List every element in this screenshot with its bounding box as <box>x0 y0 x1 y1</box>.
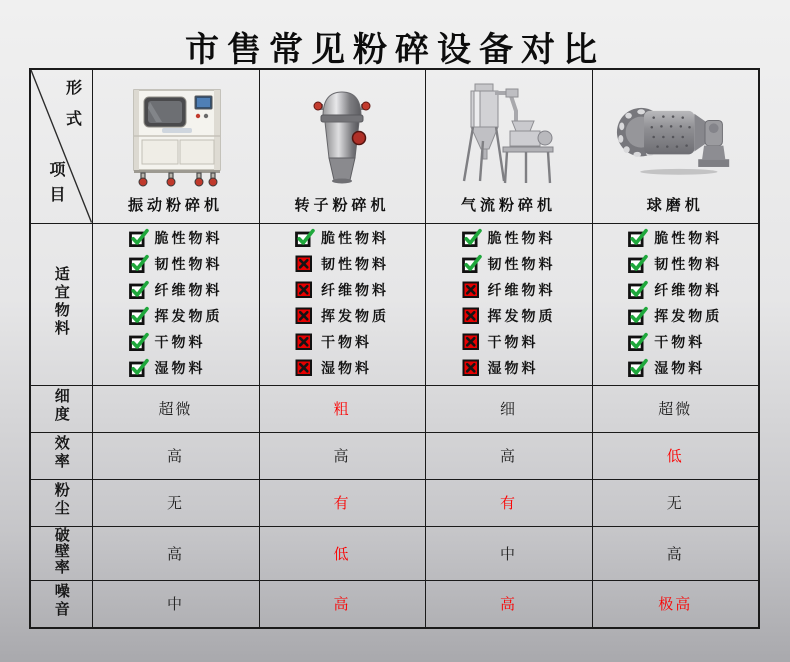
machine-cell-inner <box>593 71 759 221</box>
material-line <box>129 303 223 329</box>
attribute-value-cell-3 <box>425 526 592 580</box>
attribute-value: 有 <box>499 495 517 512</box>
material-line <box>129 225 223 251</box>
material-line <box>295 225 389 251</box>
material-label: 脆性物料 <box>321 230 389 246</box>
attribute-value-cell-4 <box>592 432 759 479</box>
attribute-value: 高 <box>166 545 184 563</box>
attribute-row-效率 <box>30 432 759 479</box>
material-label: 脆性物料 <box>487 230 556 246</box>
material-label: 挥发物质 <box>654 308 723 324</box>
attribute-label-cell <box>30 526 92 580</box>
check-icon <box>129 228 150 248</box>
check-icon <box>628 358 649 378</box>
machine-cell-inner <box>260 71 425 221</box>
attribute-value-cell-2 <box>259 432 425 479</box>
cross-icon <box>462 280 483 300</box>
material-label: 干物料 <box>487 334 539 350</box>
attribute-label-cell <box>30 479 92 526</box>
machine-header-4 <box>592 69 759 223</box>
attribute-row-破壁率 <box>30 526 759 580</box>
check-icon <box>628 358 649 378</box>
attribute-value: 高 <box>499 596 517 614</box>
check-icon <box>462 254 483 274</box>
check-icon <box>129 306 150 326</box>
material-checklist <box>129 225 223 381</box>
corner-label-form: 形式 <box>63 79 81 141</box>
material-label: 韧性物料 <box>321 256 389 272</box>
material-line <box>295 251 389 277</box>
attribute-value-cell-3 <box>425 580 592 628</box>
material-line <box>129 329 223 355</box>
attribute-value-cell-4 <box>592 385 759 432</box>
machine-name: 球磨机 <box>646 197 704 215</box>
attribute-value: 高 <box>333 596 351 614</box>
attribute-value: 无 <box>666 495 684 512</box>
attribute-label-cell <box>30 580 92 628</box>
comparison-table <box>29 68 760 629</box>
attribute-row-粉尘 <box>30 479 759 526</box>
material-line <box>129 355 223 381</box>
cross-icon <box>462 280 483 300</box>
cross-icon <box>295 280 316 300</box>
cross-icon <box>295 306 316 326</box>
attribute-value-cell-1 <box>92 580 259 628</box>
cross-icon <box>295 254 316 274</box>
cross-icon <box>462 358 483 378</box>
material-label: 挥发物质 <box>154 308 223 324</box>
material-label: 脆性物料 <box>154 230 223 246</box>
attribute-value-cell-2 <box>259 479 425 526</box>
material-line <box>628 277 722 303</box>
machine-header-1 <box>92 69 259 223</box>
materials-cell-3 <box>425 223 592 385</box>
material-line <box>462 355 556 381</box>
check-icon <box>129 358 150 378</box>
material-label: 脆性物料 <box>654 230 723 246</box>
check-icon <box>628 228 649 248</box>
attribute-row-label: 效率 <box>52 435 70 471</box>
check-icon <box>129 254 150 274</box>
material-line <box>295 355 389 381</box>
check-icon <box>462 254 483 274</box>
cross-icon <box>295 332 316 352</box>
attribute-value-cell-2 <box>259 580 425 628</box>
cross-icon <box>462 306 483 326</box>
attribute-value: 高 <box>666 545 684 563</box>
check-icon <box>129 280 150 300</box>
attribute-row-label: 破壁率 <box>52 526 70 575</box>
attribute-label-cell <box>30 432 92 479</box>
material-label: 干物料 <box>321 334 372 350</box>
check-icon <box>295 228 316 248</box>
check-icon <box>628 332 649 352</box>
attribute-value: 超微 <box>158 401 193 418</box>
material-line <box>462 251 556 277</box>
material-label: 韧性物料 <box>487 256 556 272</box>
attribute-row-label: 粉尘 <box>52 482 70 518</box>
machine-header-row <box>30 69 759 223</box>
attribute-value-cell-2 <box>259 526 425 580</box>
check-icon <box>628 228 649 248</box>
check-icon <box>295 228 316 248</box>
attribute-value-cell-4 <box>592 526 759 580</box>
machine-name: 转子粉碎机 <box>294 197 390 215</box>
check-icon <box>129 280 150 300</box>
cross-icon <box>462 306 483 326</box>
attribute-value-cell-1 <box>92 479 259 526</box>
machine-header-3 <box>425 69 592 223</box>
attribute-value-cell-3 <box>425 385 592 432</box>
vibration-mill-image <box>116 82 236 190</box>
attribute-value: 中 <box>166 596 184 614</box>
cross-icon <box>462 332 483 352</box>
machine-name: 振动粉碎机 <box>127 197 223 215</box>
attribute-value: 高 <box>333 448 351 465</box>
attribute-value: 无 <box>166 495 184 512</box>
cross-icon <box>295 358 316 378</box>
attribute-row-label: 细度 <box>52 388 70 424</box>
material-label: 干物料 <box>154 334 206 350</box>
cross-icon <box>295 332 316 352</box>
corner-label-item: 项目 <box>47 160 64 211</box>
check-icon <box>129 306 150 326</box>
material-label: 湿物料 <box>487 360 539 376</box>
attribute-value: 超微 <box>658 401 693 418</box>
materials-row-label-cell <box>30 223 92 385</box>
material-label: 纤维物料 <box>321 282 389 298</box>
rotor-mill-image <box>282 82 402 190</box>
corner-cell <box>30 69 92 223</box>
check-icon <box>129 332 150 352</box>
cross-icon <box>295 254 316 274</box>
attribute-value-cell-4 <box>592 580 759 628</box>
material-label: 纤维物料 <box>487 282 556 298</box>
ball-mill-image <box>615 82 735 190</box>
material-line <box>129 277 223 303</box>
machine-cell-inner <box>426 71 592 221</box>
material-line <box>462 277 556 303</box>
attribute-value-cell-1 <box>92 432 259 479</box>
material-line <box>462 225 556 251</box>
jet-mill-image <box>449 82 569 190</box>
material-line <box>129 251 223 277</box>
attribute-value: 中 <box>499 545 517 563</box>
material-label: 纤维物料 <box>154 282 223 298</box>
material-label: 韧性物料 <box>654 256 723 272</box>
material-label: 湿物料 <box>321 360 372 376</box>
attribute-row-细度 <box>30 385 759 432</box>
check-icon <box>129 358 150 378</box>
check-icon <box>628 254 649 274</box>
cross-icon <box>462 358 483 378</box>
material-line <box>462 329 556 355</box>
attribute-value: 有 <box>333 495 351 512</box>
attribute-row-噪音 <box>30 580 759 628</box>
material-line <box>295 303 389 329</box>
check-icon <box>462 228 483 248</box>
materials-row-label: 适宜物料 <box>52 265 70 338</box>
attribute-label-cell <box>30 385 92 432</box>
material-line <box>295 329 389 355</box>
check-icon <box>628 306 649 326</box>
attribute-value: 粗 <box>333 401 351 418</box>
materials-cell-2 <box>259 223 425 385</box>
check-icon <box>628 254 649 274</box>
material-line <box>628 251 722 277</box>
materials-cell-4 <box>592 223 759 385</box>
attribute-value: 极高 <box>658 596 693 614</box>
check-icon <box>129 332 150 352</box>
material-label: 湿物料 <box>654 360 706 376</box>
check-icon <box>129 228 150 248</box>
check-icon <box>628 280 649 300</box>
material-checklist <box>295 225 389 381</box>
materials-cell-1 <box>92 223 259 385</box>
machine-header-2 <box>259 69 425 223</box>
attribute-value-cell-1 <box>92 385 259 432</box>
cross-icon <box>462 332 483 352</box>
material-label: 韧性物料 <box>154 256 223 272</box>
check-icon <box>462 228 483 248</box>
material-label: 干物料 <box>654 334 706 350</box>
attribute-row-label: 噪音 <box>52 583 70 620</box>
attribute-value: 低 <box>666 448 684 465</box>
machine-cell-inner <box>93 71 259 221</box>
attribute-value-cell-1 <box>92 526 259 580</box>
attribute-value: 低 <box>333 545 351 563</box>
material-line <box>628 329 722 355</box>
page-title: 市售常见粉碎设备对比 <box>185 31 605 69</box>
material-label: 纤维物料 <box>654 282 723 298</box>
check-icon <box>628 280 649 300</box>
cross-icon <box>295 358 316 378</box>
material-line <box>628 355 722 381</box>
material-checklist <box>462 225 556 381</box>
cross-icon <box>295 280 316 300</box>
attribute-value-cell-3 <box>425 479 592 526</box>
cross-icon <box>295 306 316 326</box>
check-icon <box>628 332 649 352</box>
material-line <box>462 303 556 329</box>
material-line <box>628 225 722 251</box>
machine-name: 气流粉碎机 <box>460 197 556 215</box>
attribute-value-cell-2 <box>259 385 425 432</box>
material-checklist <box>628 225 722 381</box>
material-line <box>295 277 389 303</box>
material-label: 挥发物质 <box>321 308 389 324</box>
check-icon <box>129 254 150 274</box>
attribute-value-cell-3 <box>425 432 592 479</box>
check-icon <box>628 306 649 326</box>
attribute-value: 高 <box>166 448 184 465</box>
attribute-value: 细 <box>499 401 517 418</box>
materials-row <box>30 223 759 385</box>
material-label: 挥发物质 <box>487 308 556 324</box>
material-label: 湿物料 <box>154 360 206 376</box>
material-line <box>628 303 722 329</box>
attribute-value: 高 <box>499 448 517 465</box>
attribute-value-cell-4 <box>592 479 759 526</box>
